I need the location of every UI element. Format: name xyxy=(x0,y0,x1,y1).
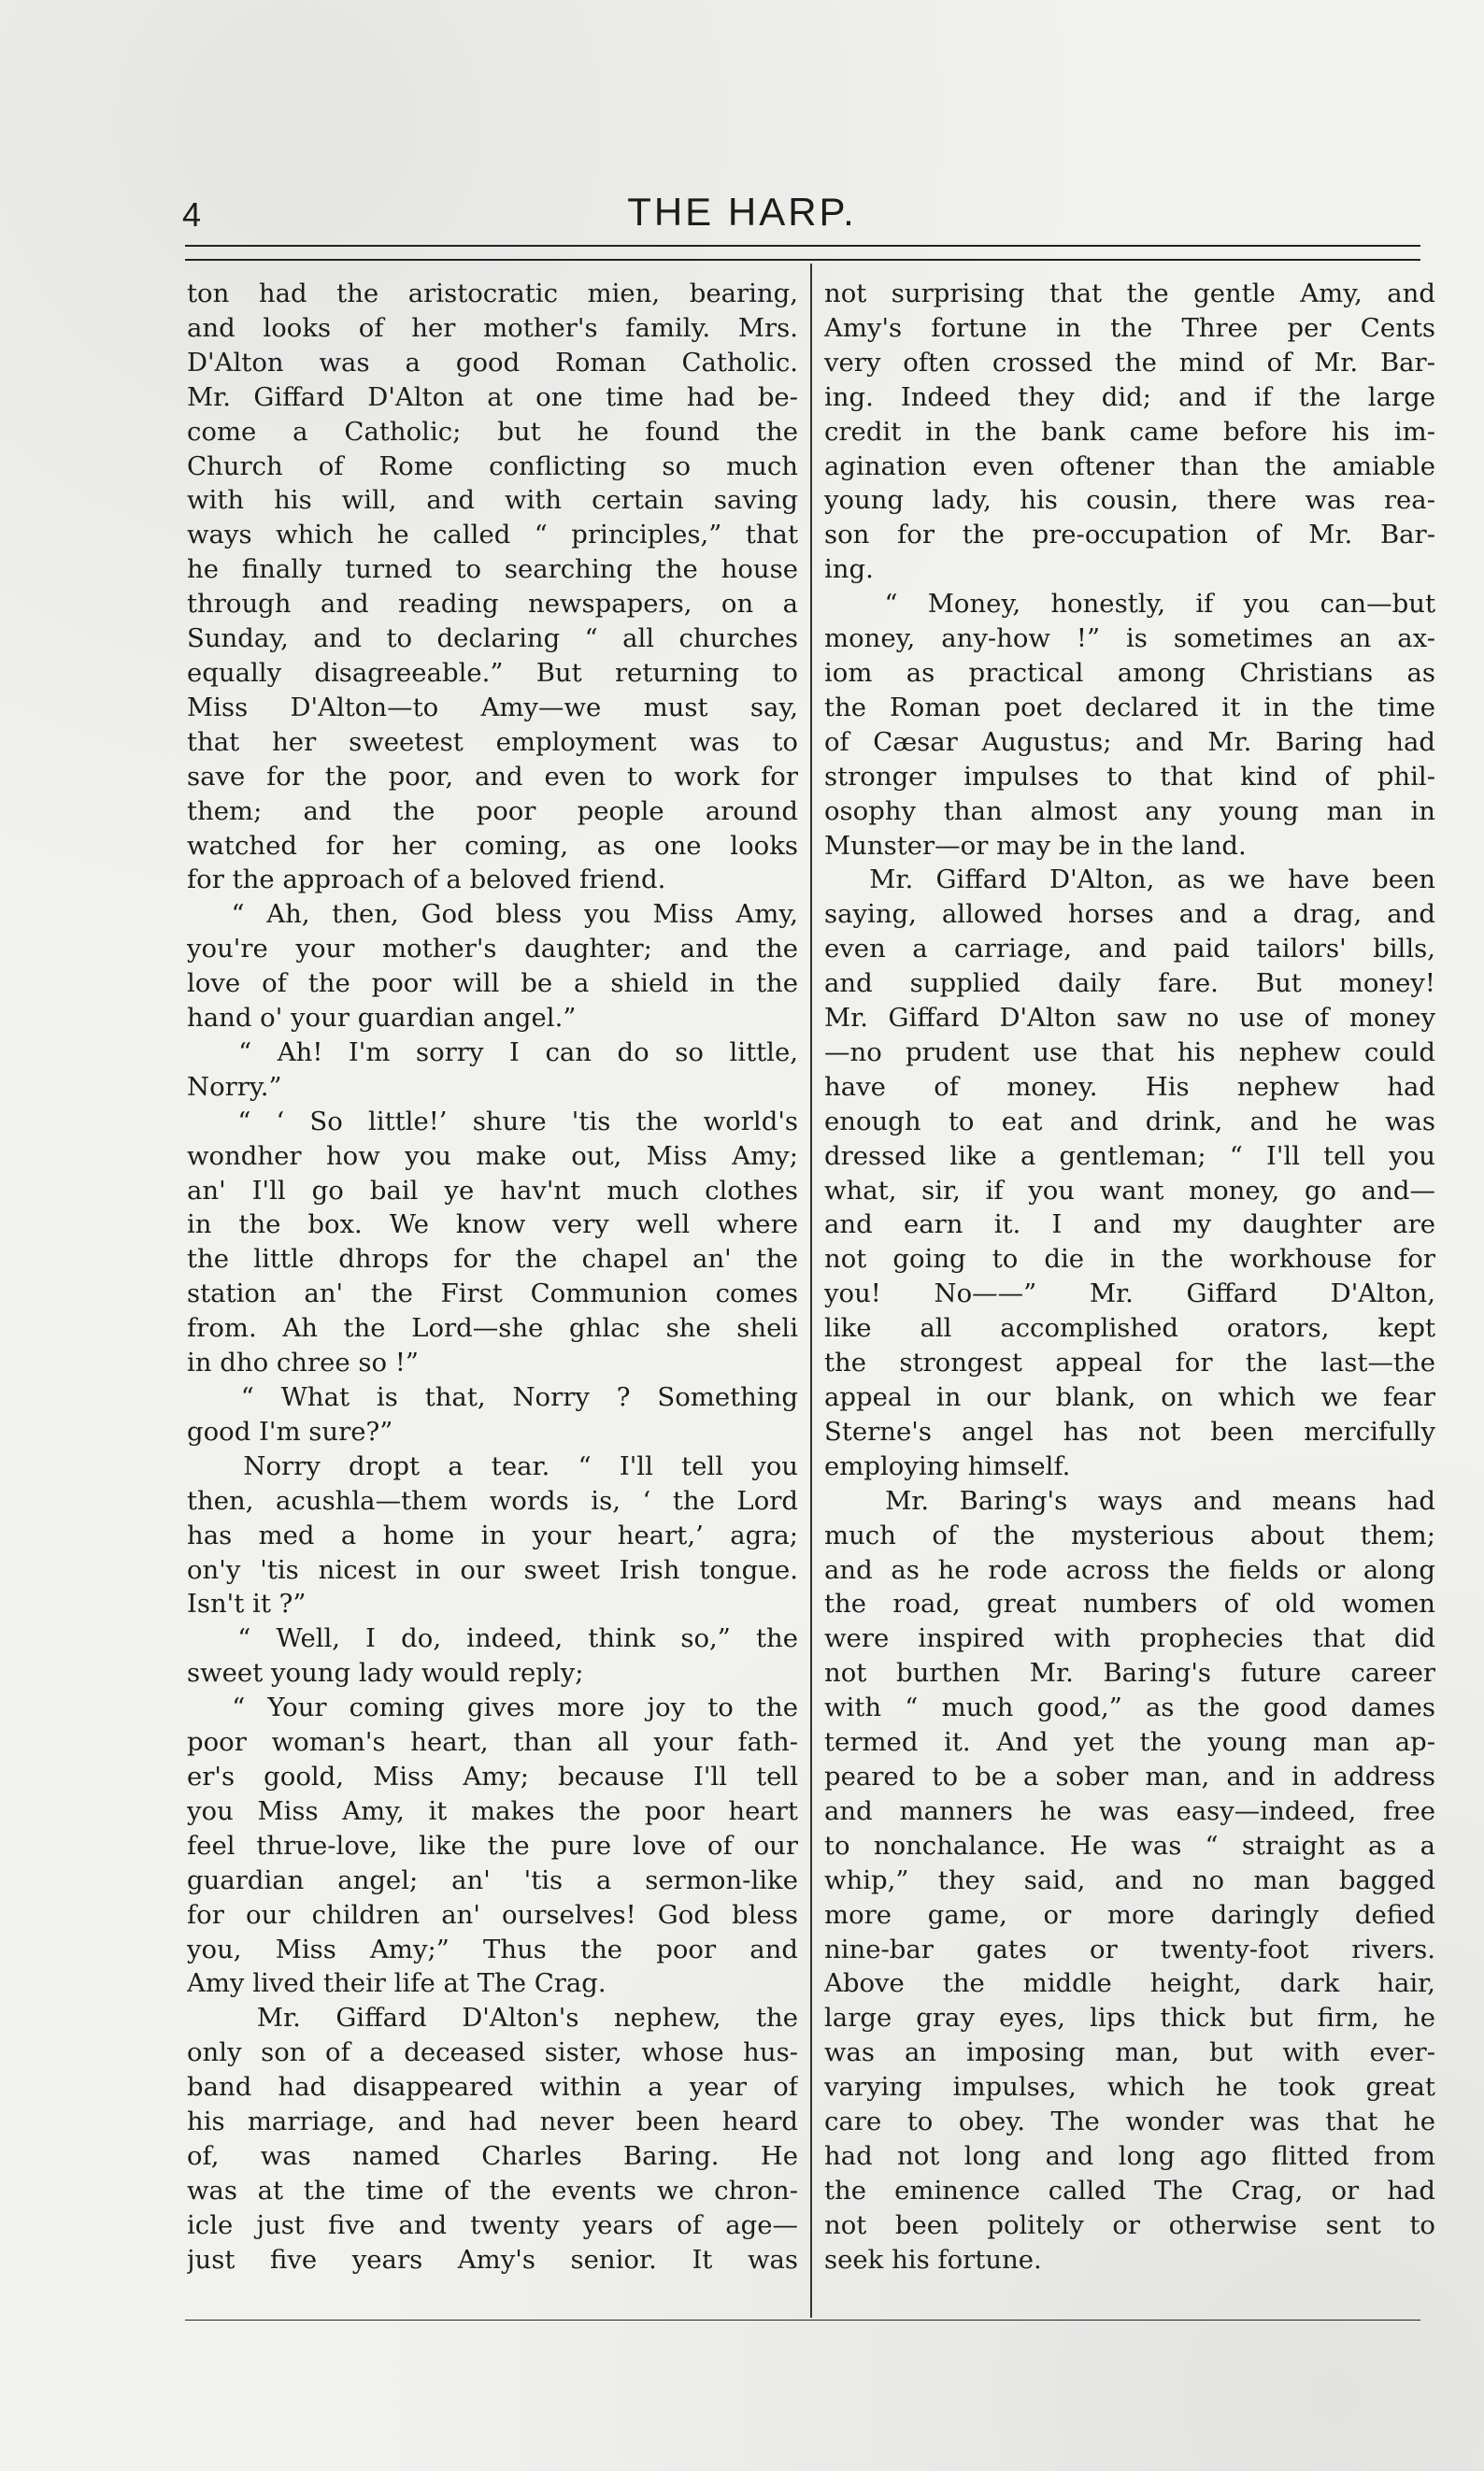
text-line: hand o' your guardian angel.” xyxy=(187,1003,577,1034)
text-line: credit in the bank came before his im- xyxy=(824,416,1435,447)
page-number: 4 xyxy=(182,195,202,234)
text-line: Church of Rome conflicting so much xyxy=(187,450,798,481)
text-line: watched for her coming, as one looks xyxy=(187,830,798,861)
text-line: them; and the poor people around xyxy=(187,795,798,826)
text-line: were inspired with prophecies that did xyxy=(824,1623,1435,1654)
header-rule-top xyxy=(185,245,1420,247)
text-line: for the approach of a beloved friend. xyxy=(187,864,666,895)
text-line: care to obey. The wonder was that he xyxy=(824,2107,1435,2137)
text-line: had not long and long ago flitted from xyxy=(824,2140,1435,2171)
text-line: the eminence called The Crag, or had xyxy=(824,2175,1435,2206)
text-line: more game, or more daringly defied xyxy=(824,1899,1435,1930)
text-line: through and reading newspapers, on a xyxy=(187,589,798,620)
text-line: dressed like a gentleman; “ I'll tell you xyxy=(824,1140,1435,1171)
text-line: and as he rode across the fields or along xyxy=(824,1554,1435,1585)
text-line: the road, great numbers of old women xyxy=(824,1589,1435,1620)
text-line: ways which he called “ principles,” that xyxy=(187,520,798,550)
text-line: sweet young lady would reply; xyxy=(187,1658,584,1689)
text-line: Isn't it ?” xyxy=(187,1589,307,1620)
text-line: you're your mother's daughter; and the xyxy=(187,934,798,964)
text-line: ton had the aristocratic mien, bearing, xyxy=(187,279,798,308)
text-line: money, any-how !” is sometimes an ax- xyxy=(824,623,1435,654)
text-line: to nonchalance. He was “ straight as a xyxy=(824,1830,1435,1861)
text-line: come a Catholic; but he found the xyxy=(187,416,798,447)
header-rule-bottom xyxy=(185,259,1420,261)
text-line: saying, allowed horses and a drag, and xyxy=(824,899,1435,930)
text-line: for our children an' ourselves! God bless xyxy=(187,1899,798,1930)
text-line: on'y 'tis nicest in our sweet Irish tongue. xyxy=(187,1554,798,1585)
text-line: Miss D'Alton—to Amy—we must say, xyxy=(187,692,798,722)
text-line: Amy lived their life at The Crag. xyxy=(187,1968,606,1999)
text-line: and manners he was easy—indeed, free xyxy=(824,1795,1435,1826)
text-line: stronger impulses to that kind of phil- xyxy=(824,761,1435,792)
text-line: love of the poor will be a shield in the xyxy=(187,968,798,999)
text-line: young lady, his cousin, there was rea- xyxy=(824,485,1435,516)
text-line: and earn it. I and my daughter are xyxy=(824,1209,1435,1240)
text-line: even a carriage, and paid tailors' bills, xyxy=(824,934,1435,964)
text-line: and looks of her mother's family. Mrs. xyxy=(187,312,798,343)
text-line: save for the poor, and even to work for xyxy=(187,761,798,792)
text-line: you! No——” Mr. Giffard D'Alton, xyxy=(824,1278,1435,1309)
text-line: seek his fortune. xyxy=(824,2244,1042,2275)
text-line: have of money. His nephew had xyxy=(824,1071,1435,1102)
text-line: just five years Amy's senior. It was xyxy=(187,2244,798,2275)
text-line: enough to eat and drink, and he was xyxy=(824,1106,1435,1136)
text-line: of, was named Charles Baring. He xyxy=(187,2140,798,2171)
text-line: Munster—or may be in the land. xyxy=(824,830,1247,861)
left-column xyxy=(187,277,798,2278)
text-line: “ What is that, Norry ? Something xyxy=(187,1382,798,1412)
text-line: the Roman poet declared it in the time xyxy=(824,692,1435,722)
text-line: er's goold, Miss Amy; because I'll tell xyxy=(187,1761,798,1792)
text-line: Norry.” xyxy=(187,1071,282,1102)
text-line: Amy's fortune in the Three per Cents xyxy=(824,312,1435,343)
text-line: Sterne's angel has not been mercifully xyxy=(824,1416,1435,1447)
text-line: and supplied daily fare. But money! xyxy=(824,968,1435,999)
text-line: “ Ah! I'm sorry I can do so little, xyxy=(187,1036,798,1067)
text-line: his marriage, and had never been heard xyxy=(187,2107,798,2137)
text-line: in dho chree so !” xyxy=(187,1348,419,1378)
text-line: employing himself. xyxy=(824,1450,1071,1481)
text-line: with his will, and with certain saving xyxy=(187,485,798,516)
text-line: you, Miss Amy;” Thus the poor and xyxy=(187,1934,798,1964)
text-line: then, acushla—them words is, ‘ the Lord xyxy=(187,1485,798,1516)
text-line: “ Ah, then, God bless you Miss Amy, xyxy=(187,899,798,930)
text-line: —no prudent use that his nephew could xyxy=(824,1036,1435,1067)
text-line: wondher how you make out, Miss Amy; xyxy=(187,1140,798,1171)
page-title: THE HARP. xyxy=(627,190,857,234)
text-line: only son of a deceased sister, whose hus- xyxy=(187,2037,798,2068)
text-line: an' I'll go bail ye hav'nt much clothes xyxy=(187,1175,798,1206)
text-line: station an' the First Communion comes xyxy=(187,1278,798,1309)
text-line: osophy than almost any young man in xyxy=(824,795,1435,826)
text-line: ing. xyxy=(824,554,874,585)
text-line: “ Your coming gives more joy to the xyxy=(187,1693,798,1723)
text-line: he finally turned to searching the house xyxy=(187,554,798,585)
text-line: ing. Indeed they did; and if the large xyxy=(824,381,1435,412)
text-line: much of the mysterious about them; xyxy=(824,1520,1435,1550)
text-line: poor woman's heart, than all your fath- xyxy=(187,1727,798,1758)
text-line: very often crossed the mind of Mr. Bar- xyxy=(824,347,1435,378)
text-line: the strongest appeal for the last—the xyxy=(824,1348,1435,1378)
footer-rule xyxy=(185,2320,1420,2321)
text-line: what, sir, if you want money, go and— xyxy=(824,1175,1435,1206)
text-line: large gray eyes, lips thick but firm, he xyxy=(824,2003,1435,2034)
text-line: not going to die in the workhouse for xyxy=(824,1244,1435,1275)
text-line: in the box. We know very well where xyxy=(187,1209,798,1240)
text-line: son for the pre-occupation of Mr. Bar- xyxy=(824,520,1435,550)
text-line: not burthen Mr. Baring's future career xyxy=(824,1658,1435,1689)
column-divider xyxy=(810,264,812,2318)
text-line: iom as practical among Christians as xyxy=(824,657,1435,688)
text-line: was an imposing man, but with ever- xyxy=(824,2037,1435,2068)
text-line: of Cæsar Augustus; and Mr. Baring had xyxy=(824,726,1435,757)
text-line: that her sweetest employment was to xyxy=(187,726,798,757)
text-line: was at the time of the events we chron- xyxy=(187,2175,798,2206)
text-line: D'Alton was a good Roman Catholic. xyxy=(187,347,798,378)
text-line: guardian angel; an' 'tis a sermon-like xyxy=(187,1864,798,1895)
text-line: feel thrue-love, like the pure love of our xyxy=(187,1830,798,1861)
text-line: Mr. Baring's ways and means had xyxy=(824,1485,1435,1516)
text-line: not been politely or otherwise sent to xyxy=(824,2209,1435,2240)
text-line: Mr. Giffard D'Alton at one time had be- xyxy=(187,381,798,412)
text-line: Mr. Giffard D'Alton saw no use of money xyxy=(824,1003,1435,1034)
text-line: good I'm sure?” xyxy=(187,1416,393,1447)
text-line: icle just five and twenty years of age— xyxy=(187,2209,798,2240)
text-line: agination even oftener than the amiable xyxy=(824,450,1435,481)
text-line: like all accomplished orators, kept xyxy=(824,1313,1435,1344)
text-line: nine-bar gates or twenty-foot rivers. xyxy=(824,1934,1435,1964)
text-line: “ ‘ So little!’ shure 'tis the world's xyxy=(187,1106,798,1136)
text-line: with “ much good,” as the good dames xyxy=(824,1693,1435,1723)
right-column xyxy=(824,277,1435,2278)
text-line: has med a home in your heart,’ agra; xyxy=(187,1520,798,1550)
text-line: Mr. Giffard D'Alton's nephew, the xyxy=(187,2003,798,2034)
text-line: Mr. Giffard D'Alton, as we have been xyxy=(824,864,1435,895)
text-line: not surprising that the gentle Amy, and xyxy=(824,279,1435,308)
text-line: Norry dropt a tear. “ I'll tell you xyxy=(187,1450,798,1481)
text-line: “ Well, I do, indeed, think so,” the xyxy=(187,1623,798,1654)
text-line: varying impulses, which he took great xyxy=(824,2072,1435,2103)
text-line: equally disagreeable.” But returning to xyxy=(187,657,798,688)
text-line: Sunday, and to declaring “ all churches xyxy=(187,623,798,654)
text-line: appeal in our blank, on which we fear xyxy=(824,1382,1435,1412)
text-line: band had disappeared within a year of xyxy=(187,2072,798,2103)
text-line: Above the middle height, dark hair, xyxy=(824,1968,1435,1999)
text-line: peared to be a sober man, and in address xyxy=(824,1761,1435,1792)
text-line: you Miss Amy, it makes the poor heart xyxy=(187,1795,798,1826)
text-line: whip,” they said, and no man bagged xyxy=(824,1864,1435,1895)
text-line: from. Ah the Lord—she ghlac she sheli xyxy=(187,1313,798,1344)
text-line: termed it. And yet the young man ap- xyxy=(824,1727,1435,1758)
text-line: the little dhrops for the chapel an' the xyxy=(187,1244,798,1275)
text-line: “ Money, honestly, if you can—but xyxy=(824,589,1435,620)
